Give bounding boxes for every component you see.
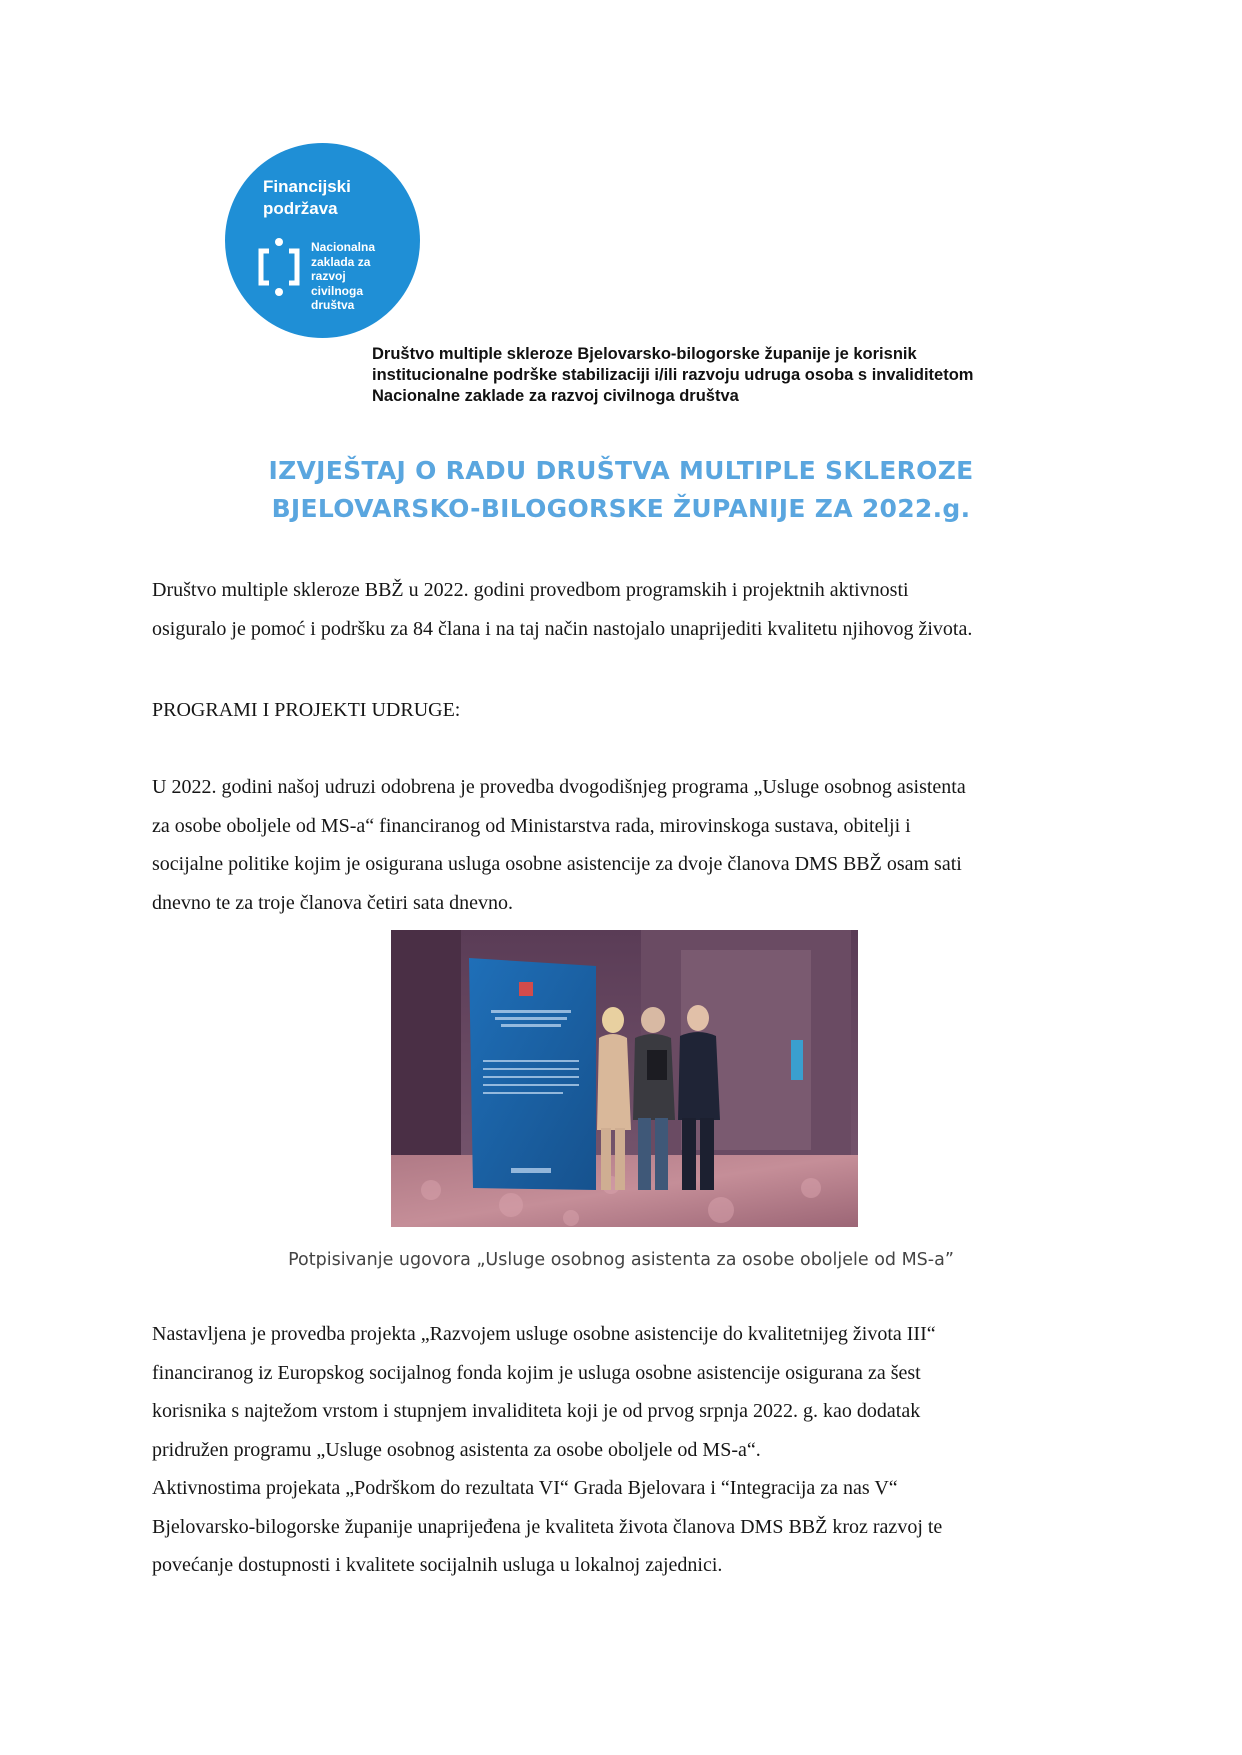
photo-caption: Potpisivanje ugovora „Usluge osobnog asistenta za osobe oboljele od MS-a” (288, 1250, 954, 1270)
support-notice-line: Nacionalne zaklade za razvoj civilnoga društva (372, 387, 739, 405)
report-title-line: IZVJEŠTAJ O RADU DRUŠTVA MULTIPLE SKLEROZE (268, 456, 974, 485)
text-line: za osobe oboljele od MS-a“ financiranog od Ministarstva rada, mirovinskoga sustava, obitelji i (152, 814, 911, 837)
logo-org-line: razvoj (311, 269, 346, 283)
intro-paragraph (152, 571, 1102, 649)
signing-photo (391, 930, 858, 1227)
text-line: korisnika s najtežom vrstom i stupnjem invaliditeta koji je od prvog srpnja 2022. g. kao dodatak (152, 1400, 921, 1422)
text-line: socijalne politike kojim je osigurana usluga osobne asistencije za dvoje članova DMS BBŽ osam sati (152, 853, 962, 875)
support-notice-line: institucionalne podrške stabilizaciji i/ili razvoju udruga osoba s invaliditetom (372, 366, 974, 384)
logo-title-line: Financijski (263, 177, 351, 196)
bracket-icon (257, 237, 301, 297)
support-notice (372, 344, 1092, 407)
logo-title (263, 176, 351, 220)
text-line: osiguralo je pomoć i podršku za 84 člana i na taj način nastojalo unaprijediti kvalitetu njihovog života. (152, 618, 973, 640)
foundation-logo (225, 143, 420, 338)
logo-org-line: Nacionalna (311, 240, 376, 254)
logo-org-name (311, 240, 375, 313)
text-line: U 2022. godini našoj udruzi odobrena je provedba dvogodišnjeg programa „Usluge osobnog asistenta (152, 776, 966, 798)
text-line: Aktivnostima projekata „Podrškom do rezultata VI“ Grada Bjelovara i “Integracija za nas V“ (152, 1477, 898, 1499)
text-line: financiranog iz Europskog socijalnog fonda kojim je usluga osobne asistencije osigurana za šest (152, 1361, 921, 1384)
text-line: povećanje dostupnosti i kvalitete socijalnih usluga u lokalnoj zajednici. (152, 1554, 723, 1576)
report-title-line: BJELOVARSKO-BILOGORSKE ŽUPANIJE ZA 2022.g. (271, 494, 971, 523)
section-heading: PROGRAMI I PROJEKTI UDRUGE: (152, 699, 461, 721)
text-line: Bjelovarsko-bilogorske županije unaprijeđena je kvaliteta života članova DMS BBŽ kroz razvoj te (152, 1515, 943, 1538)
logo-org-line: civilnoga (311, 283, 364, 298)
support-notice-line: Društvo multiple skleroze Bjelovarsko-bilogorske županije je korisnik (372, 345, 917, 363)
report-title (0, 452, 1242, 528)
text-line: Društvo multiple skleroze BBŽ u 2022. godini provedbom programskih i projektnih aktivnosti (152, 579, 909, 601)
text-line: dnevno te za troje članova četiri sata dnevno. (152, 891, 513, 914)
text-line: pridružen programu „Usluge osobnog asistenta za osobe oboljele od MS-a“. (152, 1438, 761, 1461)
logo-title-line: podržava (263, 199, 338, 218)
program-paragraph (152, 768, 1102, 922)
logo-org-line: društva (311, 298, 355, 312)
logo-org-line: zaklada za (311, 254, 371, 269)
project-paragraph (152, 1315, 1102, 1585)
text-line: Nastavljena je provedba projekta „Razvojem usluge osobne asistencije do kvalitetnijeg života III“ (152, 1323, 936, 1345)
